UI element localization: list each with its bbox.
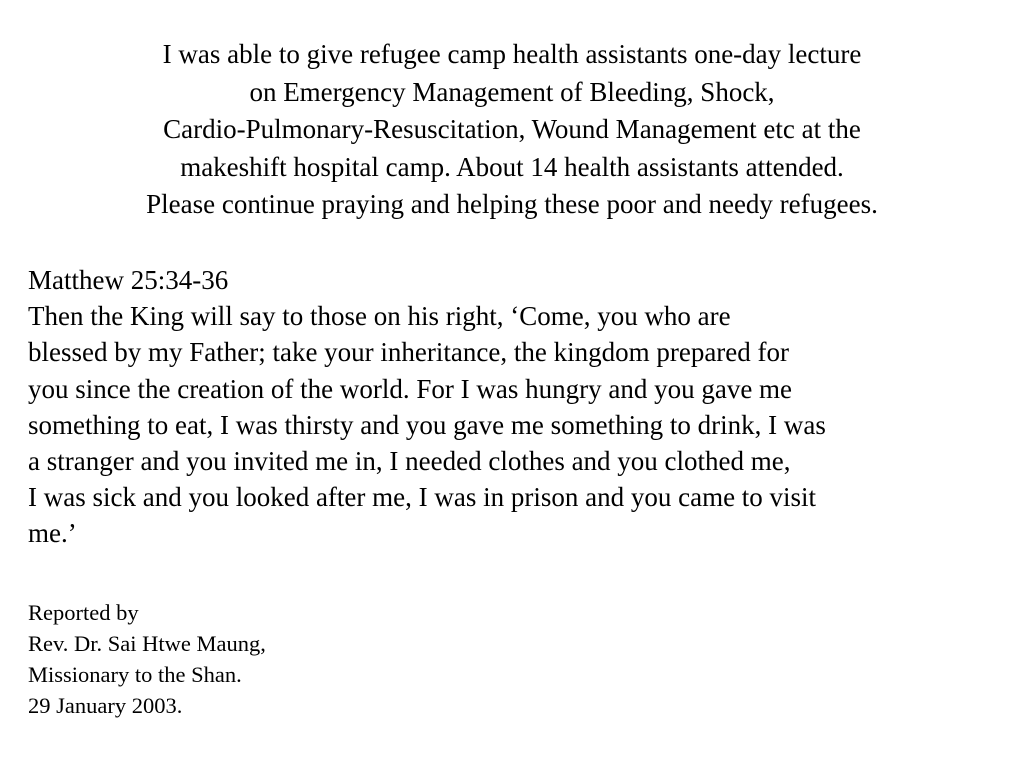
signature-author-role: Missionary to the Shan. [28,662,242,687]
intro-line: I was able to give refugee camp health assistants one-day lecture [162,39,862,69]
scripture-line: I was sick and you looked after me, I was in prison and you came to visit [28,482,817,513]
scripture-passage [28,262,1018,552]
intro-paragraph [20,36,1004,224]
report-signature [28,597,628,721]
intro-line: on Emergency Management of Bleeding, Shock, [249,76,775,107]
scripture-line: me.’ [28,518,77,549]
scripture-line: blessed by my Father; take your inheritance, the kingdom prepared for [28,337,790,368]
intro-line: makeshift hospital camp. About 14 health assistants attended. [180,151,844,182]
scripture-line: something to eat, I was thirsty and you gave me something to drink, I was [28,409,826,440]
scripture-line: Then the King will say to those on his right, ‘Come, you who are [28,301,731,332]
signature-date: 29 January 2003. [28,693,183,718]
scripture-reference: Matthew 25:34-36 [28,265,229,295]
intro-line: Cardio-Pulmonary-Resuscitation, Wound Management etc at the [163,114,861,145]
signature-reported-by: Reported by [28,600,139,625]
signature-author-name: Rev. Dr. Sai Htwe Maung, [28,631,266,656]
scripture-line: a stranger and you invited me in, I needed clothes and you clothed me, [28,446,791,477]
intro-line: Please continue praying and helping these poor and needy refugees. [146,189,878,220]
scripture-line: you since the creation of the world. For I was hungry and you gave me [28,373,793,404]
